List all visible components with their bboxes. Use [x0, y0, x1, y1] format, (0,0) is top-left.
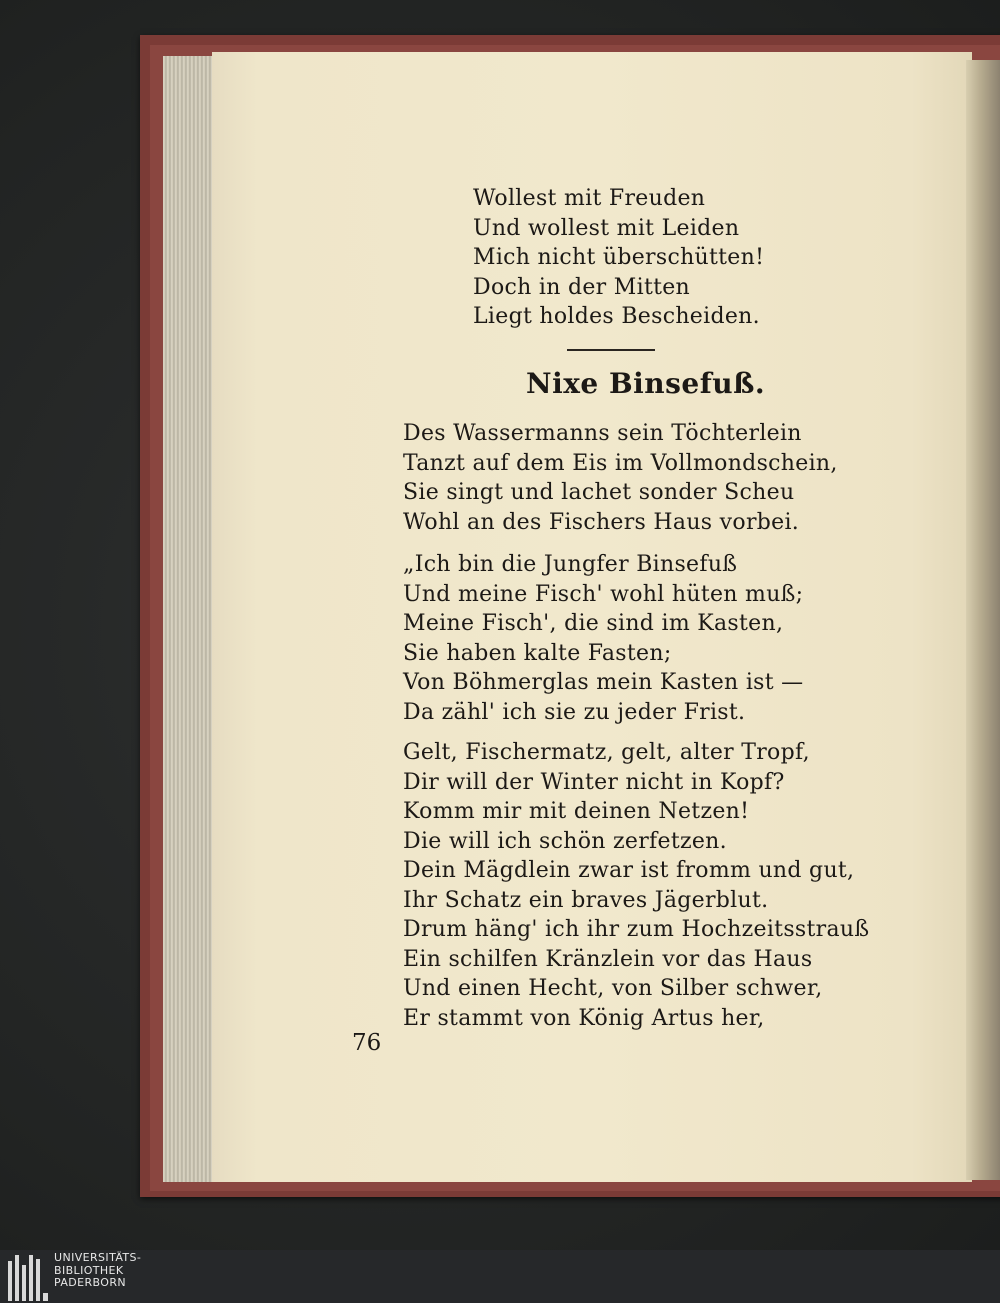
- verse-line: Drum häng' ich ihr zum Hochzeitsstrauß: [403, 917, 870, 942]
- verse-line: Von Böhmerglas mein Kasten ist —: [403, 670, 804, 695]
- verse-line: Ein schilfen Kränzlein vor das Haus: [403, 946, 813, 972]
- page-gutter: [966, 60, 1000, 1180]
- verse-line: Da zähl' ich sie zu jeder Frist.: [403, 699, 746, 725]
- library-logo-text: [54, 1252, 141, 1290]
- verse-line: Komm mir mit deinen Netzen!: [403, 799, 750, 824]
- verse-line: Liegt holdes Bescheiden.: [473, 304, 760, 329]
- verse-line: Sie singt und lachet sonder Scheu: [403, 480, 795, 505]
- verse-line: Und wollest mit Leiden: [473, 215, 740, 241]
- stanza-top: [473, 184, 764, 332]
- page-number: 76: [352, 1030, 382, 1056]
- verse-line: Wollest mit Freuden: [473, 186, 706, 211]
- verse-line: Sie haben kalte Fasten;: [403, 640, 672, 666]
- logo-line: UNIVERSITÄTS-: [54, 1251, 142, 1264]
- verse-line: Dir will der Winter nicht in Kopf?: [403, 769, 785, 795]
- verse-line: Ihr Schatz ein braves Jägerblut.: [403, 887, 769, 913]
- verse-line: Dein Mägdlein zwar ist fromm und gut,: [403, 858, 855, 883]
- stanza-1: [403, 419, 838, 537]
- verse-line: Wohl an des Fischers Haus vorbei.: [403, 509, 800, 535]
- section-divider: [567, 349, 655, 351]
- stanza-3: [403, 738, 869, 1033]
- verse-line: Die will ich schön zerfetzen.: [403, 828, 727, 854]
- library-logo-icon: [8, 1255, 48, 1301]
- footer-bar: [0, 1250, 1000, 1303]
- verse-line: „Ich bin die Jungfer Binsefuß: [403, 552, 738, 577]
- verse-line: Gelt, Fischermatz, gelt, alter Tropf,: [403, 740, 810, 765]
- logo-line: BIBLIOTHEK: [54, 1263, 124, 1277]
- poem-title: Nixe Binsefuß.: [526, 367, 766, 400]
- stanza-2: [403, 550, 803, 727]
- verse-line: Mich nicht überschütten!: [473, 245, 765, 270]
- verse-line: Tanzt auf dem Eis im Vollmondschein,: [403, 450, 838, 476]
- logo-line: PADERBORN: [54, 1276, 127, 1289]
- verse-line: Doch in der Mitten: [473, 274, 691, 300]
- verse-line: Er stammt von König Artus her,: [403, 1005, 765, 1031]
- verse-line: Meine Fisch', die sind im Kasten,: [403, 611, 784, 636]
- verse-line: Des Wassermanns sein Töchterlein: [403, 421, 802, 446]
- verse-line: Und einen Hecht, von Silber schwer,: [403, 976, 823, 1001]
- verse-line: Und meine Fisch' wohl hüten muß;: [403, 581, 804, 607]
